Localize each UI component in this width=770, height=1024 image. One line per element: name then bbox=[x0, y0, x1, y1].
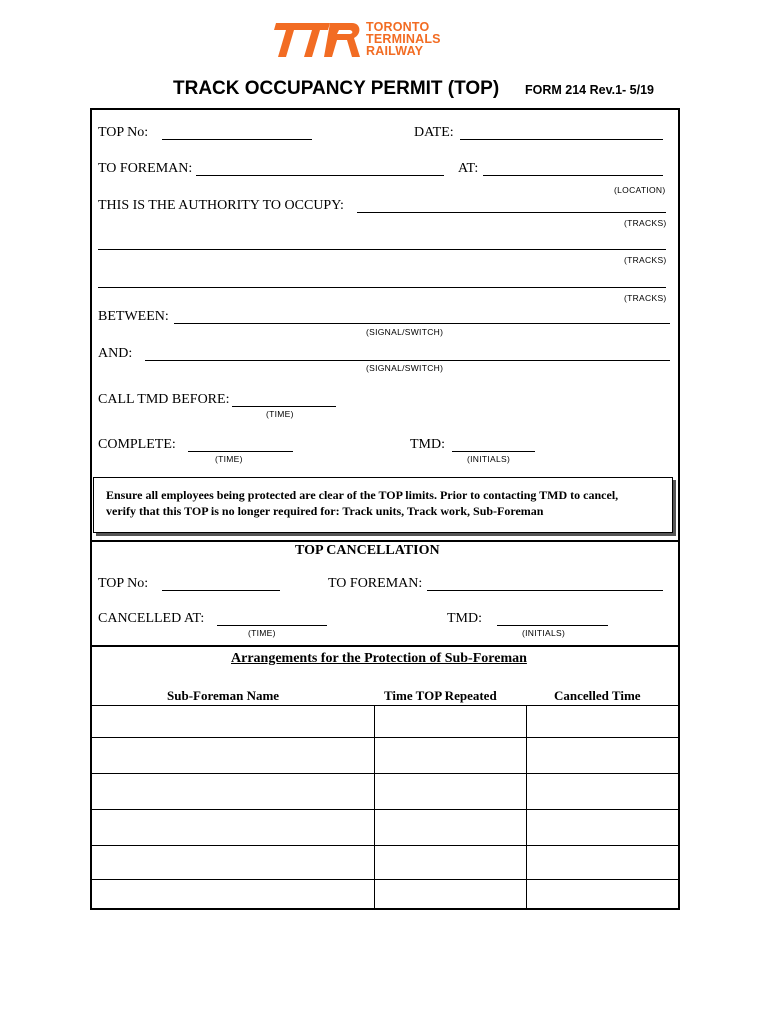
cancelled-time-cell[interactable] bbox=[530, 817, 674, 837]
location-hint: (LOCATION) bbox=[614, 185, 666, 195]
sub-foreman-name-cell[interactable] bbox=[96, 817, 370, 837]
form-number: FORM 214 Rev.1- 5/19 bbox=[525, 83, 654, 97]
cancel-top-no-label: TOP No: bbox=[98, 576, 149, 591]
cancel-top-no-field[interactable] bbox=[162, 590, 280, 591]
tracks-hint: (TRACKS) bbox=[624, 255, 667, 265]
tracks-field-1[interactable] bbox=[357, 212, 666, 213]
sub-foreman-name-cell[interactable] bbox=[96, 745, 370, 765]
cancel-to-foreman-field[interactable] bbox=[427, 590, 663, 591]
top-no-label: TOP No: bbox=[98, 125, 149, 140]
at-label: AT: bbox=[458, 161, 479, 176]
tracks-hint: (TRACKS) bbox=[624, 218, 667, 228]
tracks-field-2[interactable] bbox=[98, 249, 666, 250]
signal-switch-hint: (SIGNAL/SWITCH) bbox=[366, 327, 444, 337]
tracks-field-3[interactable] bbox=[98, 287, 666, 288]
cancelled-time-cell[interactable] bbox=[530, 745, 674, 765]
notice-line-1: Ensure all employees being protected are clear of the TOP limits. Prior to contacting TMD to cancel, bbox=[106, 488, 619, 502]
tmd-label: TMD: bbox=[410, 437, 445, 452]
tmd-initials-field[interactable] bbox=[452, 451, 535, 452]
signal-switch-hint: (SIGNAL/SWITCH) bbox=[366, 363, 444, 373]
cancel-to-foreman-label: TO FOREMAN: bbox=[328, 576, 423, 591]
table-row bbox=[92, 809, 678, 845]
notice-line-2: verify that this TOP is no longer required for: Track units, Track work, Sub-Foreman bbox=[106, 504, 544, 518]
cancellation-title: TOP CANCELLATION bbox=[295, 543, 440, 558]
sub-foreman-name-cell[interactable] bbox=[96, 853, 370, 873]
company-logo bbox=[270, 20, 470, 62]
and-field[interactable] bbox=[145, 360, 670, 361]
time-hint: (TIME) bbox=[215, 454, 243, 464]
time-top-repeated-cell[interactable] bbox=[378, 745, 522, 765]
date-label: DATE: bbox=[414, 125, 454, 140]
call-tmd-field[interactable] bbox=[232, 406, 336, 407]
form-title: TRACK OCCUPANCY PERMIT (TOP) bbox=[173, 78, 500, 99]
sub-foreman-name-cell[interactable] bbox=[96, 713, 370, 733]
between-field[interactable] bbox=[174, 323, 670, 324]
time-hint: (TIME) bbox=[266, 409, 294, 419]
initials-hint: (INITIALS) bbox=[522, 628, 566, 638]
time-top-repeated-cell[interactable] bbox=[378, 713, 522, 733]
top-no-field[interactable] bbox=[162, 139, 312, 140]
date-field[interactable] bbox=[460, 139, 663, 140]
to-foreman-label: TO FOREMAN: bbox=[98, 161, 193, 176]
cancelled-at-field[interactable] bbox=[217, 625, 327, 626]
time-top-repeated-cell[interactable] bbox=[378, 853, 522, 873]
column-header-time-top-repeated: Time TOP Repeated bbox=[384, 688, 497, 703]
complete-field[interactable] bbox=[188, 451, 293, 452]
complete-label: COMPLETE: bbox=[98, 437, 176, 452]
cancellation-left-border bbox=[90, 542, 92, 646]
cancelled-time-cell[interactable] bbox=[530, 853, 674, 873]
to-foreman-field[interactable] bbox=[196, 175, 444, 176]
arrangements-title: Arrangements for the Protection of Sub-Foreman bbox=[231, 651, 527, 666]
sub-foreman-table bbox=[92, 705, 678, 908]
tracks-hint: (TRACKS) bbox=[624, 293, 667, 303]
location-field[interactable] bbox=[483, 175, 663, 176]
table-row bbox=[92, 845, 678, 879]
cancelled-at-label: CANCELLED AT: bbox=[98, 611, 205, 626]
time-hint: (TIME) bbox=[248, 628, 276, 638]
cancel-tmd-field[interactable] bbox=[497, 625, 608, 626]
column-header-cancelled-time: Cancelled Time bbox=[554, 688, 641, 703]
table-row bbox=[92, 773, 678, 809]
cancel-tmd-label: TMD: bbox=[447, 611, 482, 626]
cancelled-time-cell[interactable] bbox=[530, 781, 674, 801]
authority-label: THIS IS THE AUTHORITY TO OCCUPY: bbox=[98, 198, 344, 213]
ttr-logo-mark-icon bbox=[270, 20, 362, 60]
table-row-line bbox=[92, 879, 678, 880]
initials-hint: (INITIALS) bbox=[467, 454, 511, 464]
cancellation-right-border bbox=[678, 542, 680, 646]
company-name bbox=[366, 21, 441, 57]
sub-foreman-name-cell[interactable] bbox=[96, 781, 370, 801]
between-label: BETWEEN: bbox=[98, 309, 169, 324]
table-row bbox=[92, 737, 678, 773]
call-tmd-label: CALL TMD BEFORE: bbox=[98, 392, 230, 407]
and-label: AND: bbox=[98, 346, 133, 361]
time-top-repeated-cell[interactable] bbox=[378, 817, 522, 837]
column-header-sub-foreman-name: Sub-Foreman Name bbox=[167, 688, 280, 703]
company-name-line: TERMINALS bbox=[366, 32, 441, 46]
cancelled-time-cell[interactable] bbox=[530, 713, 674, 733]
table-row bbox=[92, 705, 678, 737]
time-top-repeated-cell[interactable] bbox=[378, 781, 522, 801]
company-name-line: TORONTO bbox=[366, 20, 430, 34]
company-name-line: RAILWAY bbox=[366, 44, 424, 58]
